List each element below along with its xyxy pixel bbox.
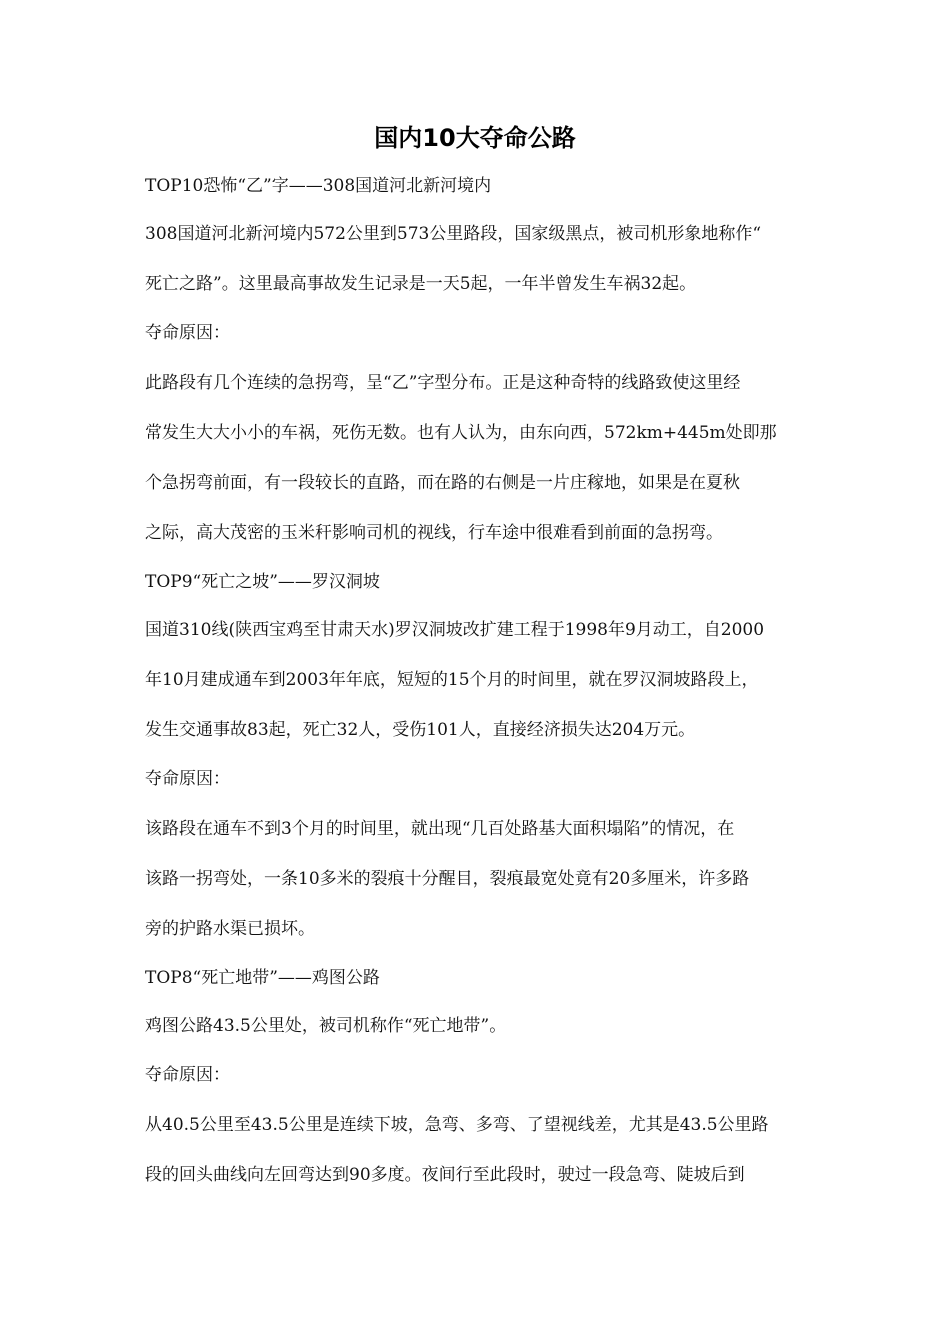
cause-label: 夺命原因： [145,323,230,343]
section-heading-top10: TOP10恐怖“乙”字——308国道河北新河境内 [145,176,492,196]
paragraph-line: 从40.5公里至43.5公里是连续下坡，急弯、多弯、了望视线差，尤其是43.5公里路 [145,1115,769,1135]
paragraph-line: 鸡图公路43.5公里处，被司机称作“死亡地带”。 [145,1016,507,1036]
section-heading-top9: TOP9“死亡之坡”——罗汉洞坡 [145,572,380,592]
paragraph-line: 该路段在通车不到3个月的时间里，就出现“几百处路基大面积塌陷”的情况，在 [145,819,735,839]
cause-label: 夺命原因： [145,769,230,789]
paragraph-line: 之际，高大茂密的玉米秆影响司机的视线，行车途中很难看到前面的急拐弯。 [145,523,723,543]
paragraph-line: 死亡之路”。这里最高事故发生记录是一天5起，一年半曾发生车祸32起。 [145,274,697,294]
paragraph-line: 个急拐弯前面，有一段较长的直路，而在路的右侧是一片庄稼地，如果是在夏秋 [145,473,740,493]
paragraph-line: 发生交通事故83起，死亡32人，受伤101人，直接经济损失达204万元。 [145,720,696,740]
paragraph-line: 段的回头曲线向左回弯达到90多度。夜间行至此段时，驶过一段急弯、陡坡后到 [145,1165,745,1185]
document-title: 国内10大夺命公路 [374,124,576,152]
paragraph-line: 308国道河北新河境内572公里到573公里路段，国家级黑点，被司机形象地称作“ [145,224,762,244]
paragraph-line: 此路段有几个连续的急拐弯，呈“乙”字型分布。正是这种奇特的线路致使这里经 [145,373,741,393]
paragraph-line: 旁的护路水渠已损坏。 [145,919,315,939]
section-heading-top8: TOP8“死亡地带”——鸡图公路 [145,968,380,988]
paragraph-line: 年10月建成通车到2003年年底，短短的15个月的时间里，就在罗汉洞坡路段上， [145,670,759,690]
paragraph-line: 国道310线(陕西宝鸡至甘肃天水)罗汉洞坡改扩建工程于1998年9月动工，自2000 [145,620,765,640]
cause-label: 夺命原因： [145,1065,230,1085]
document-body [145,170,810,1191]
paragraph-line: 该路一拐弯处，一条10多米的裂痕十分醒目，裂痕最宽处竟有20多厘米，许多路 [145,869,750,889]
paragraph-line: 常发生大大小小的车祸，死伤无数。也有人认为，由东向西，572km+445m处即那 [145,423,777,443]
